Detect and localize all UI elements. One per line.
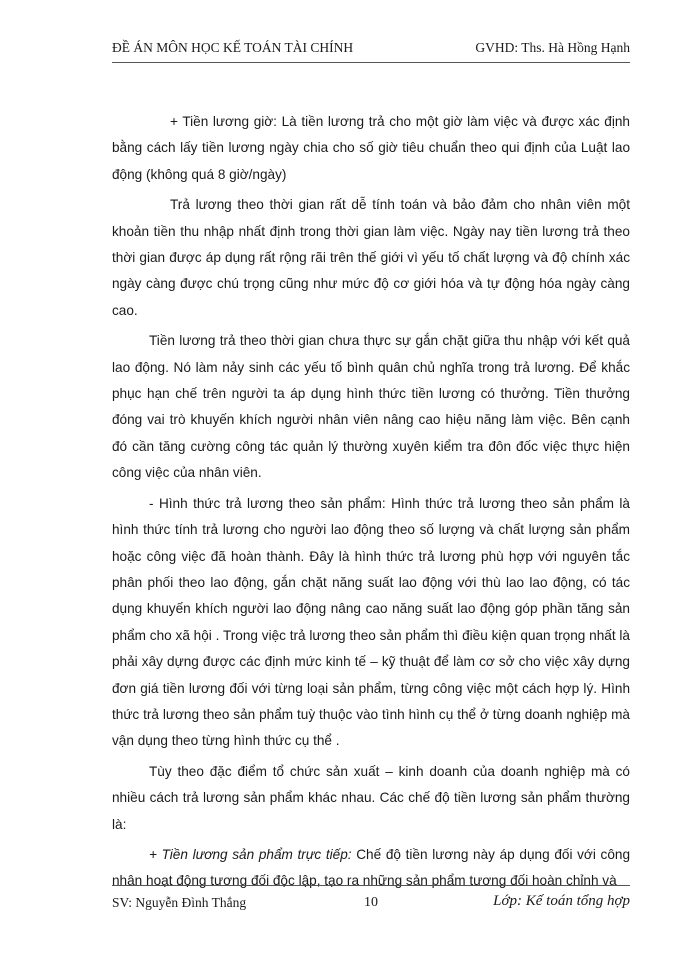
page-header	[112, 40, 630, 62]
footer-divider	[112, 885, 630, 886]
direct-piece-rate-text: Chế độ tiền lương này áp dụng đối với công nhân hoạt động tương đối độc lập, tạo ra những sản phẩm tương đối hoàn chỉnh và	[112, 846, 630, 889]
paragraph-time-based-pay: Trả lương theo thời gian rất dễ tính toán và bảo đảm cho nhân viên một khoản tiền thu nhập nhất định trong thời gian làm việc. Ngày nay tiền lương trả theo thời gian được áp dụng rất rộng rãi trên thế giới vì yếu tố chất lượng và độ chính xác ngày càng được chú trọng cũng như mức độ cơ giới hóa và tự động hóa ngày càng cao.	[112, 197, 630, 318]
instructor-name: GVHD: Ths. Hà Hồng Hạnh	[475, 40, 630, 55]
paragraph-hourly-wage: + Tiền lương giờ: Là tiền lương trả cho một giờ làm việc và được xác định bằng cách lấy tiền lương ngày chia cho số giờ tiêu chuẩn theo qui định của Luật lao động (không quá 8 giờ/ngày)	[112, 114, 630, 182]
student-name: SV: Nguyễn Đình Thắng	[112, 895, 247, 910]
paragraph-piece-rate-types: Tùy theo đặc điểm tổ chức sản xuất – kinh doanh của doanh nghiệp mà có nhiều cách trả lương sản phẩm khác nhau. Các chế độ tiền lương sản phẩm thường là:	[112, 763, 630, 832]
paragraph-piece-rate: - Hình thức trả lương theo sản phẩm: Hình thức trả lương theo sản phẩm là hình thức tính trả lương cho người lao động theo số lượng và chất lượng sản phẩm hoặc công việc đã hoàn thành. Đây là hình thức trả lương phù hợp với nguyên tắc phân phối theo lao động, gắn chặt năng suất lao động với thù lao lao động, có tác dụng khuyến khích người lao động nâng cao năng suất lao động góp phần tăng sản phẩm cho xã hội . Trong việc trả lương theo sản phẩm thì điều kiện quan trọng nhất là phải xây dựng được các định mức kinh tế – kỹ thuật để làm cơ sở cho việc xây dựng đơn giá tiền lương đối với từng loại sản phẩm, từng công việc một cách hợp lý. Hình thức trả lương theo sản phẩm tuỳ thuộc vào tình hình cụ thể ở từng doanh nghiệp mà vận dụng theo từng hình thức cụ thể .	[112, 495, 630, 749]
page-number: 10	[364, 895, 378, 910]
paragraph-time-pay-limits: Tiền lương trả theo thời gian chưa thực sự gắn chặt giữa thu nhập với kết quả lao động. Nó làm nảy sinh các yếu tố bình quân chủ nghĩa trong trả lương. Để khắc phục hạn chế trên người ta áp dụng hình thức tiền lương có thưởng. Tiền thưởng đóng vai trò khuyến khích người nhân viên nâng cao hiệu năng làm việc. Bên cạnh đó cần tăng cường công tác quản lý thường xuyên kiểm tra đôn đốc việc thực hiện công việc của nhân viên.	[112, 333, 630, 481]
document-title: ĐỀ ÁN MÔN HỌC KẾ TOÁN TÀI CHÍNH	[112, 40, 354, 55]
class-name: Lớp: Kế toán tổng hợp	[493, 893, 630, 909]
paragraph-direct-piece-rate	[112, 842, 630, 895]
header-divider	[112, 62, 630, 63]
page-footer	[112, 893, 630, 917]
page-body	[112, 109, 630, 899]
direct-piece-rate-heading: + Tiền lương sản phẩm trực tiếp:	[149, 846, 352, 862]
